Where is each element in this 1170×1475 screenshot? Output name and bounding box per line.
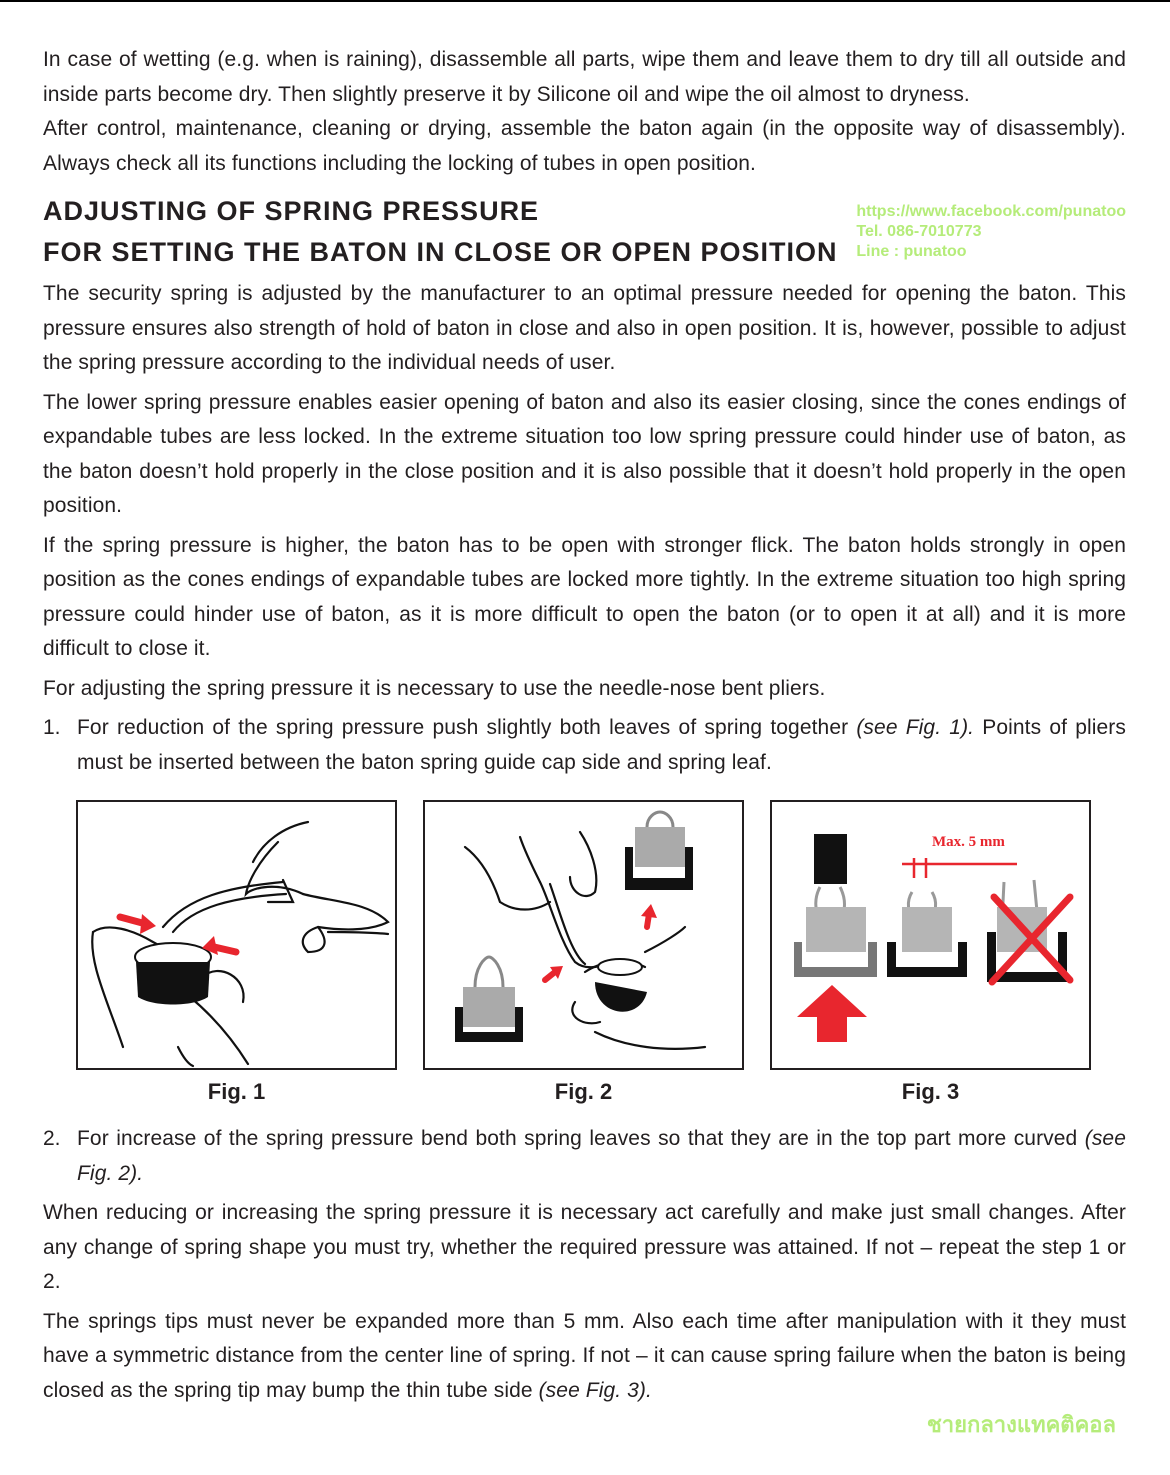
watermark-thai-row (43, 1412, 1116, 1438)
figure-reference: (see Fig. 1). (856, 716, 975, 739)
body-paragraph-3: If the spring pressure is higher, the baton has to be open with stronger flick. The baton holds strongly in open position as the cones endings of expandable tubes are locked more tightly. In the extreme situation too high spring pressure could hinder use of baton, as it is more difficult to open the baton (or to open it at all) and it is more difficult to close it. (43, 533, 1126, 660)
watermark-block (856, 202, 1126, 262)
figure-3 (770, 800, 1091, 1104)
figure-2 (423, 800, 744, 1104)
top-rule (0, 0, 1170, 2)
step-text-after: Points of pliers must be inserted between the baton spring guide cap side and spring leaf. (77, 716, 1127, 774)
step-text (77, 1122, 1126, 1191)
step-number: 2. (43, 1127, 61, 1150)
body-paragraph-4: For adjusting the spring pressure it is necessary to use the needle-nose bent pliers. (43, 676, 826, 700)
closing-paragraph-2 (43, 1305, 1126, 1409)
spring-cap-closeup-top (625, 812, 693, 890)
figure-1 (76, 800, 397, 1104)
figures-row (76, 800, 1126, 1104)
watermark-url: https://www.facebook.com/punatoo (856, 203, 1126, 220)
heading-titles (43, 191, 838, 273)
watermark-tel: Tel. 086-7010773 (856, 223, 982, 240)
figure-1-illustration (76, 800, 397, 1070)
intro-paragraph-2: After control, maintenance, cleaning or drying, assemble the baton again (in the opposite way of disassembly). Always check all its functions including the locking of tubes in open position. (43, 117, 1126, 175)
page-content (43, 43, 1126, 1438)
heading-line-2: FOR SETTING THE BATON IN CLOSE OR OPEN POSITION (43, 237, 838, 267)
figure-reference: (see Fig. 3). (538, 1378, 652, 1402)
heading-line-1: ADJUSTING OF SPRING PRESSURE (43, 196, 540, 226)
watermark-line: Line : punatoo (856, 243, 967, 260)
step-number: 1. (43, 716, 61, 739)
spring-cap-closeup-bottom (455, 957, 523, 1042)
figure-3-illustration (770, 800, 1091, 1070)
step-2 (43, 1122, 1126, 1191)
step-1 (43, 711, 1126, 780)
intro-paragraph-1: In case of wetting (e.g. when is raining), disassemble all parts, wipe them and leave them to dry till all outside and inside parts become dry. Then slightly preserve it by Silicone oil and wipe the oil almost to dryness. (43, 48, 1126, 106)
max-5mm-label: Max. 5 mm (932, 834, 1005, 850)
step-text-before: For increase of the spring pressure bend both spring leaves so that they are in the top part more curved (77, 1127, 1085, 1150)
figure-2-caption: Fig. 2 (554, 1079, 613, 1104)
figure-reference: (see Fig. 2). (77, 1127, 1126, 1185)
body-paragraph-1: The security spring is adjusted by the manufacturer to an optimal pressure needed for opening the baton. This pressure ensures also strength of hold of baton in close and also in open position. It is, however, possible to adjust the spring pressure according to the individual needs of user. (43, 282, 1126, 374)
spring-bend-illustration (425, 802, 742, 1068)
pliers-squeeze-illustration (78, 802, 395, 1068)
closing-text: The springs tips must never be expanded more than 5 mm. Also each time after manipulation with it they must have a symmetric distance from the center line of spring. If not – it can cause spring failure when the baton is being closed as the spring tip may bump the thin tube side (43, 1309, 1126, 1402)
figure-2-illustration (423, 800, 744, 1070)
section-heading (43, 191, 1126, 273)
step-text-before: For reduction of the spring pressure push slightly both leaves of spring together (77, 716, 857, 739)
figure-3-caption: Fig. 3 (901, 1079, 960, 1104)
spring-tip-limit-illustration (772, 802, 1089, 1068)
watermark-thai: ชายกลางแทคติคอล (926, 1412, 1116, 1437)
closing-paragraph-1: When reducing or increasing the spring pressure it is necessary act carefully and make just small changes. After any change of spring shape you must try, whether the required pressure was attained. If not – repeat the step 1 or 2. (43, 1201, 1126, 1293)
step-text (77, 711, 1126, 780)
figure-1-caption: Fig. 1 (207, 1079, 266, 1104)
body-paragraph-2: The lower spring pressure enables easier opening of baton and also its easier closing, since the cones endings of expandable tubes are less locked. In the extreme situation too low spring pressure could hinder use of baton, as the baton doesn’t hold properly in the close position and it is also possible that it doesn’t hold properly in the open position. (43, 390, 1126, 517)
